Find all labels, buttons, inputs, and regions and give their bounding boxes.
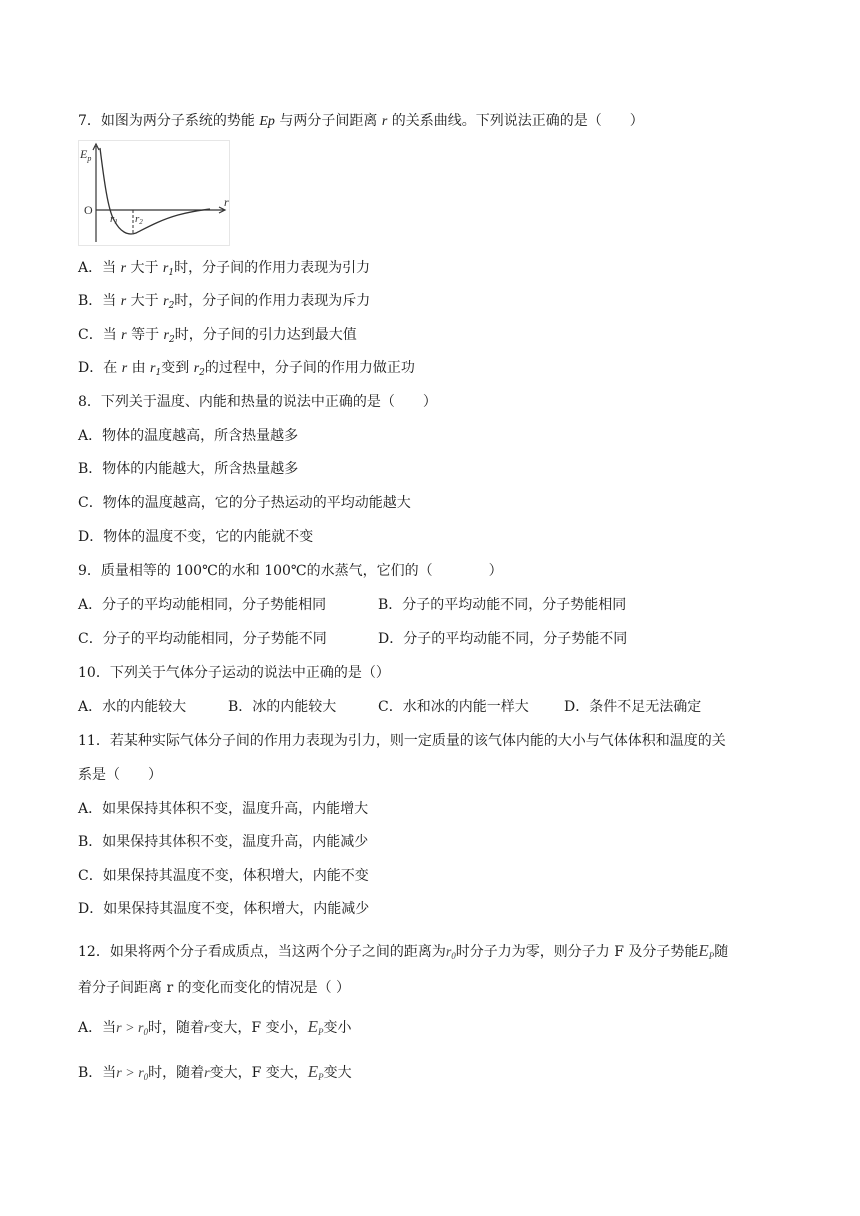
q8-option-c: C．物体的温度越高，它的分子热运动的平均动能越大 <box>78 495 411 511</box>
q8-option-d: D．物体的温度不变，它的内能就不变 <box>78 529 314 545</box>
q10-option-d: D．条件不足无法确定 <box>564 699 702 715</box>
q11-stem-line-1: 11．若某种实际气体分子间的作用力表现为引力，则一定质量的该气体内能的大小与气体体积和温度的关 <box>78 733 726 749</box>
q12-option-b: B．当$r > r_0$时，随着r变大，F 变大，$E_P$变大 <box>78 1062 352 1082</box>
q11-option-d: D．如果保持其温度不变，体积增大，内能减少 <box>78 901 370 917</box>
q9-option-b: B．分子的平均动能不同，分子势能相同 <box>378 597 627 613</box>
q10-option-c: C．水和冰的内能一样大 <box>378 699 529 715</box>
inequality-r-gt-r0: $r > r_0$ <box>116 1021 148 1037</box>
q9-options-row-1 <box>78 595 790 615</box>
q10-stem: 10．下列关于气体分子运动的说法中正确的是（） <box>78 665 390 681</box>
ep-r-curve-figure <box>78 140 230 246</box>
ep-symbol: $E_P$ <box>698 941 715 961</box>
q10-option-b: B．冰的内能较大 <box>228 699 337 715</box>
ep-symbol: $E_P$ <box>307 1017 324 1037</box>
q7-option-b: B．当 r 大于 $r_2$时，分子间的作用力表现为斥力 <box>78 293 371 311</box>
y-axis-label: $E_p$ <box>80 147 92 163</box>
q9-option-d: D．分子的平均动能不同，分子势能不同 <box>378 631 628 647</box>
q8-option-b: B．物体的内能越大，所含热量越多 <box>78 461 299 477</box>
q10-option-a: A．水的内能较大 <box>78 699 187 715</box>
q12-option-a: A．当$r > r_0$时，随着r变大，F 变小，$E_P$变小 <box>78 1017 352 1037</box>
q7-option-a: A．当 r 大于 $r_1$时，分子间的作用力表现为引力 <box>78 260 371 278</box>
q8-stem: 8．下列关于温度、内能和热量的说法中正确的是（ ） <box>78 394 437 410</box>
q12-stem-line-1: 12．如果将两个分子看成质点，当这两个分子之间的距离为$r_0$时分子力为零，则分子力 F 及分子势能$E_P$随 <box>78 941 729 961</box>
q11-stem-line-2: 系是（ ） <box>78 767 162 783</box>
q7-stem-text: 与两分子间距离 <box>274 113 382 129</box>
q8-option-a: A．物体的温度越高，所含热量越多 <box>78 428 299 444</box>
q9-option-c: C．分子的平均动能相同，分子势能不同 <box>78 631 327 647</box>
origin-label: O <box>84 203 93 217</box>
q9-options-row-2 <box>78 629 790 649</box>
q12-stem-line-2: 着分子间距离 r 的变化而变化的情况是（ ） <box>78 980 351 996</box>
q11-option-c: C．如果保持其温度不变，体积增大，内能不变 <box>78 868 369 884</box>
q7-stem-text: 7．如图为两分子系统的势能 <box>78 113 260 129</box>
q7-ep-symbol: Ep <box>259 114 275 129</box>
q9-option-a: A．分子的平均动能相同，分子势能相同 <box>78 597 327 613</box>
inequality-r-gt-r0: $r > r_0$ <box>116 1066 149 1082</box>
q7-stem-text: 的关系曲线。下列说法正确的是（ ） <box>387 113 644 129</box>
q11-option-a: A．如果保持其体积不变，温度升高，内能增大 <box>78 801 369 817</box>
r0-symbol: $r_0$ <box>445 945 456 961</box>
q7-stem <box>78 111 790 132</box>
q11-option-b: B．如果保持其体积不变，温度升高，内能减少 <box>78 834 369 850</box>
r1-label: r1 <box>110 213 118 226</box>
x-axis-label: r <box>224 195 229 209</box>
q7-option-d: D．在 r 由 $r_1$变到 $r_2$的过程中，分子间的作用力做正功 <box>78 360 415 378</box>
q10-options-row <box>78 697 790 717</box>
r2-label: r2 <box>135 213 143 226</box>
q7-r-symbol: r <box>381 114 388 129</box>
ep-symbol: $E_P$ <box>307 1062 324 1082</box>
q7-option-c: C．当 r 等于 $r_2$时，分子间的引力达到最大值 <box>78 327 357 345</box>
q7-potential-energy-graph <box>78 140 230 246</box>
q9-stem: 9．质量相等的 100℃的水和 100℃的水蒸气，它们的（ ） <box>78 563 503 579</box>
